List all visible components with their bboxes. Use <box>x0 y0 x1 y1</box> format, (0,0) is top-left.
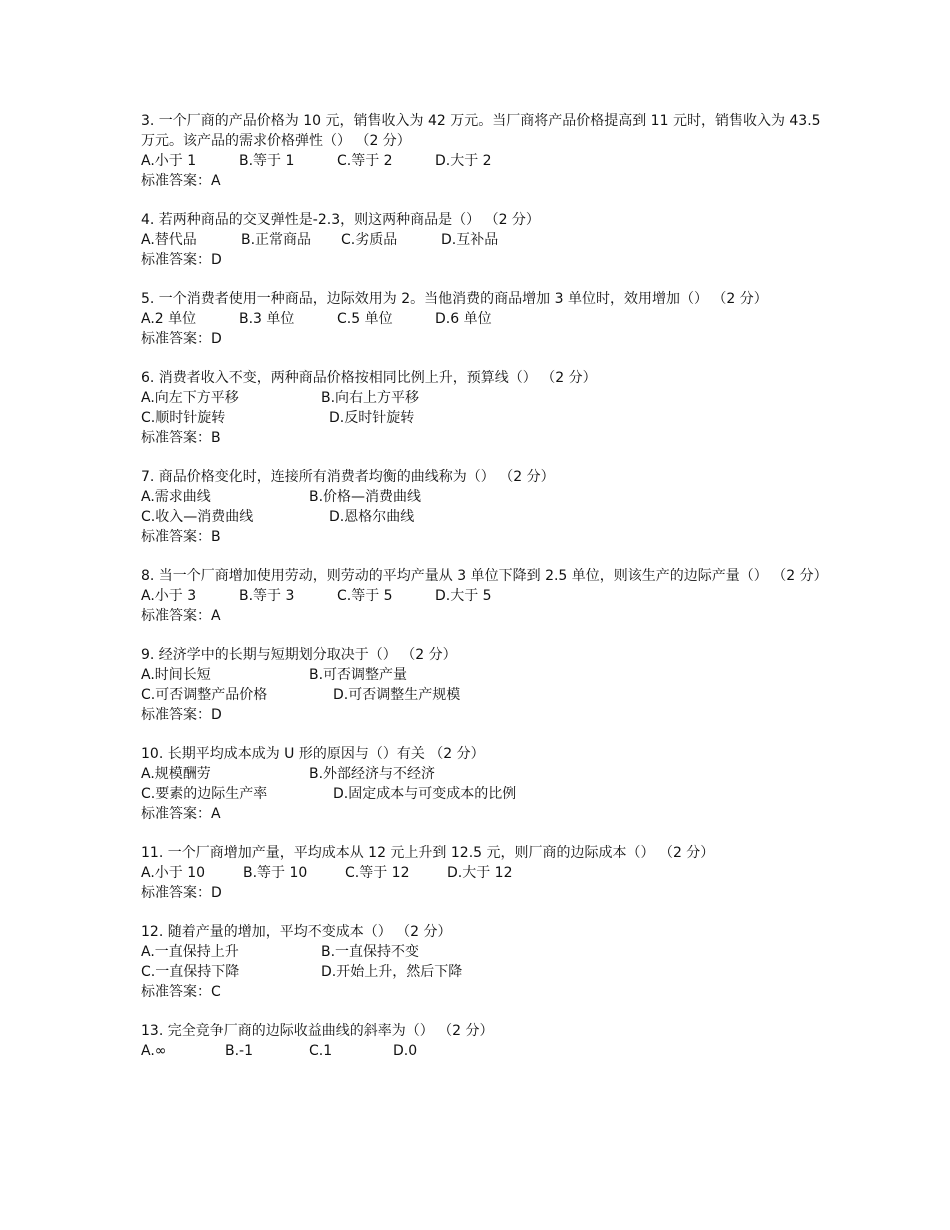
question-stem: 9. 经济学中的长期与短期划分取决于（） （2 分） <box>141 647 457 663</box>
option-a: A.向左下方平移 <box>141 390 239 406</box>
option-b: B.外部经济与不经济 <box>309 766 436 782</box>
question-stem: 6. 消费者收入不变，两种商品价格按相同比例上升，预算线（） （2 分） <box>141 370 597 386</box>
option-a: A.∞ <box>141 1043 167 1059</box>
option-c: C.等于 2 <box>337 153 393 169</box>
option-a: A.替代品 <box>141 232 197 248</box>
option-a: A.需求曲线 <box>141 489 211 505</box>
option-row <box>141 586 821 606</box>
option-d: D.可否调整生产规模 <box>333 687 461 703</box>
question-9 <box>141 645 821 725</box>
question-12 <box>141 922 821 1002</box>
standard-answer: 标准答案：B <box>141 430 221 446</box>
standard-answer: 标准答案：A <box>141 608 221 624</box>
standard-answer: 标准答案：A <box>141 173 221 189</box>
question-10 <box>141 744 821 824</box>
option-d: D.恩格尔曲线 <box>329 509 415 525</box>
question-stem: 4. 若两种商品的交叉弹性是-2.3，则这两种商品是（） （2 分） <box>141 212 540 228</box>
option-c: C.收入—消费曲线 <box>141 509 254 525</box>
option-row <box>141 863 821 883</box>
option-c: C.要素的边际生产率 <box>141 786 268 802</box>
standard-answer: 标准答案：B <box>141 529 221 545</box>
option-c: C.5 单位 <box>337 311 393 327</box>
option-a: A.规模酬劳 <box>141 766 211 782</box>
option-c: C.一直保持下降 <box>141 964 240 980</box>
option-c: C.可否调整产品价格 <box>141 687 268 703</box>
option-d: D.6 单位 <box>435 311 492 327</box>
question-4 <box>141 210 821 270</box>
option-b: B.向右上方平移 <box>321 390 420 406</box>
option-d: D.反时针旋转 <box>329 410 415 426</box>
question-11 <box>141 843 821 903</box>
question-5 <box>141 289 821 349</box>
option-a: A.小于 1 <box>141 153 197 169</box>
question-7 <box>141 467 821 547</box>
option-c: C.1 <box>309 1043 333 1059</box>
option-row <box>141 230 821 250</box>
option-row <box>141 487 821 507</box>
question-stem: 12. 随着产量的增加，平均不变成本（） （2 分） <box>141 924 452 940</box>
option-b: B.3 单位 <box>239 311 295 327</box>
option-row <box>141 784 821 804</box>
standard-answer: 标准答案：A <box>141 806 221 822</box>
question-6 <box>141 368 821 448</box>
option-row <box>141 665 821 685</box>
option-d: D.大于 5 <box>435 588 492 604</box>
standard-answer: 标准答案：D <box>141 252 222 268</box>
option-row <box>141 685 821 705</box>
option-b: B.等于 10 <box>243 865 308 881</box>
option-row <box>141 507 821 527</box>
question-stem: 5. 一个消费者使用一种商品，边际效用为 2。当他消费的商品增加 3 单位时，效用增加（） （2 分） <box>141 291 768 307</box>
option-d: D.大于 12 <box>447 865 513 881</box>
question-8 <box>141 566 828 626</box>
option-row <box>141 942 821 962</box>
option-row <box>141 151 821 171</box>
option-a: A.时间长短 <box>141 667 211 683</box>
option-d: D.0 <box>393 1043 418 1059</box>
question-stem: 11. 一个厂商增加产量，平均成本从 12 元上升到 12.5 元，则厂商的边际成本（） （2 分） <box>141 845 715 861</box>
option-row <box>141 408 821 428</box>
option-a: A.小于 10 <box>141 865 206 881</box>
option-d: D.固定成本与可变成本的比例 <box>333 786 517 802</box>
option-row <box>141 962 821 982</box>
option-a: A.一直保持上升 <box>141 944 239 960</box>
option-b: B.等于 3 <box>239 588 295 604</box>
option-b: B.可否调整产量 <box>309 667 408 683</box>
option-d: D.互补品 <box>441 232 499 248</box>
question-13 <box>141 1021 821 1061</box>
document-page <box>141 111 828 1080</box>
standard-answer: 标准答案：D <box>141 707 222 723</box>
option-c: C.劣质品 <box>341 232 398 248</box>
option-c: C.等于 5 <box>337 588 393 604</box>
standard-answer: 标准答案：C <box>141 984 221 1000</box>
option-row <box>141 1041 821 1061</box>
option-b: B.-1 <box>225 1043 254 1059</box>
option-b: B.正常商品 <box>241 232 312 248</box>
option-d: D.大于 2 <box>435 153 492 169</box>
option-row <box>141 388 821 408</box>
option-b: B.一直保持不变 <box>321 944 420 960</box>
option-b: B.等于 1 <box>239 153 295 169</box>
question-stem: 8. 当一个厂商增加使用劳动，则劳动的平均产量从 3 单位下降到 2.5 单位，则该生产的边际产量（） （2 分） <box>141 568 828 584</box>
standard-answer: 标准答案：D <box>141 331 222 347</box>
option-row <box>141 309 821 329</box>
option-a: A.2 单位 <box>141 311 197 327</box>
standard-answer: 标准答案：D <box>141 885 222 901</box>
question-stem: 13. 完全竞争厂商的边际收益曲线的斜率为（） （2 分） <box>141 1023 494 1039</box>
option-b: B.价格—消费曲线 <box>309 489 422 505</box>
option-d: D.开始上升，然后下降 <box>321 964 463 980</box>
question-stem: 3. 一个厂商的产品价格为 10 元，销售收入为 42 万元。当厂商将产品价格提高到 11 元时，销售收入为 43.5 万元。该产品的需求价格弹性（） （2 分） <box>141 113 821 149</box>
question-3 <box>141 111 821 191</box>
option-row <box>141 764 821 784</box>
question-stem: 7. 商品价格变化时，连接所有消费者均衡的曲线称为（） （2 分） <box>141 469 555 485</box>
option-a: A.小于 3 <box>141 588 197 604</box>
option-c: C.顺时针旋转 <box>141 410 226 426</box>
question-stem: 10. 长期平均成本成为 U 形的原因与（）有关 （2 分） <box>141 746 485 762</box>
option-c: C.等于 12 <box>345 865 410 881</box>
